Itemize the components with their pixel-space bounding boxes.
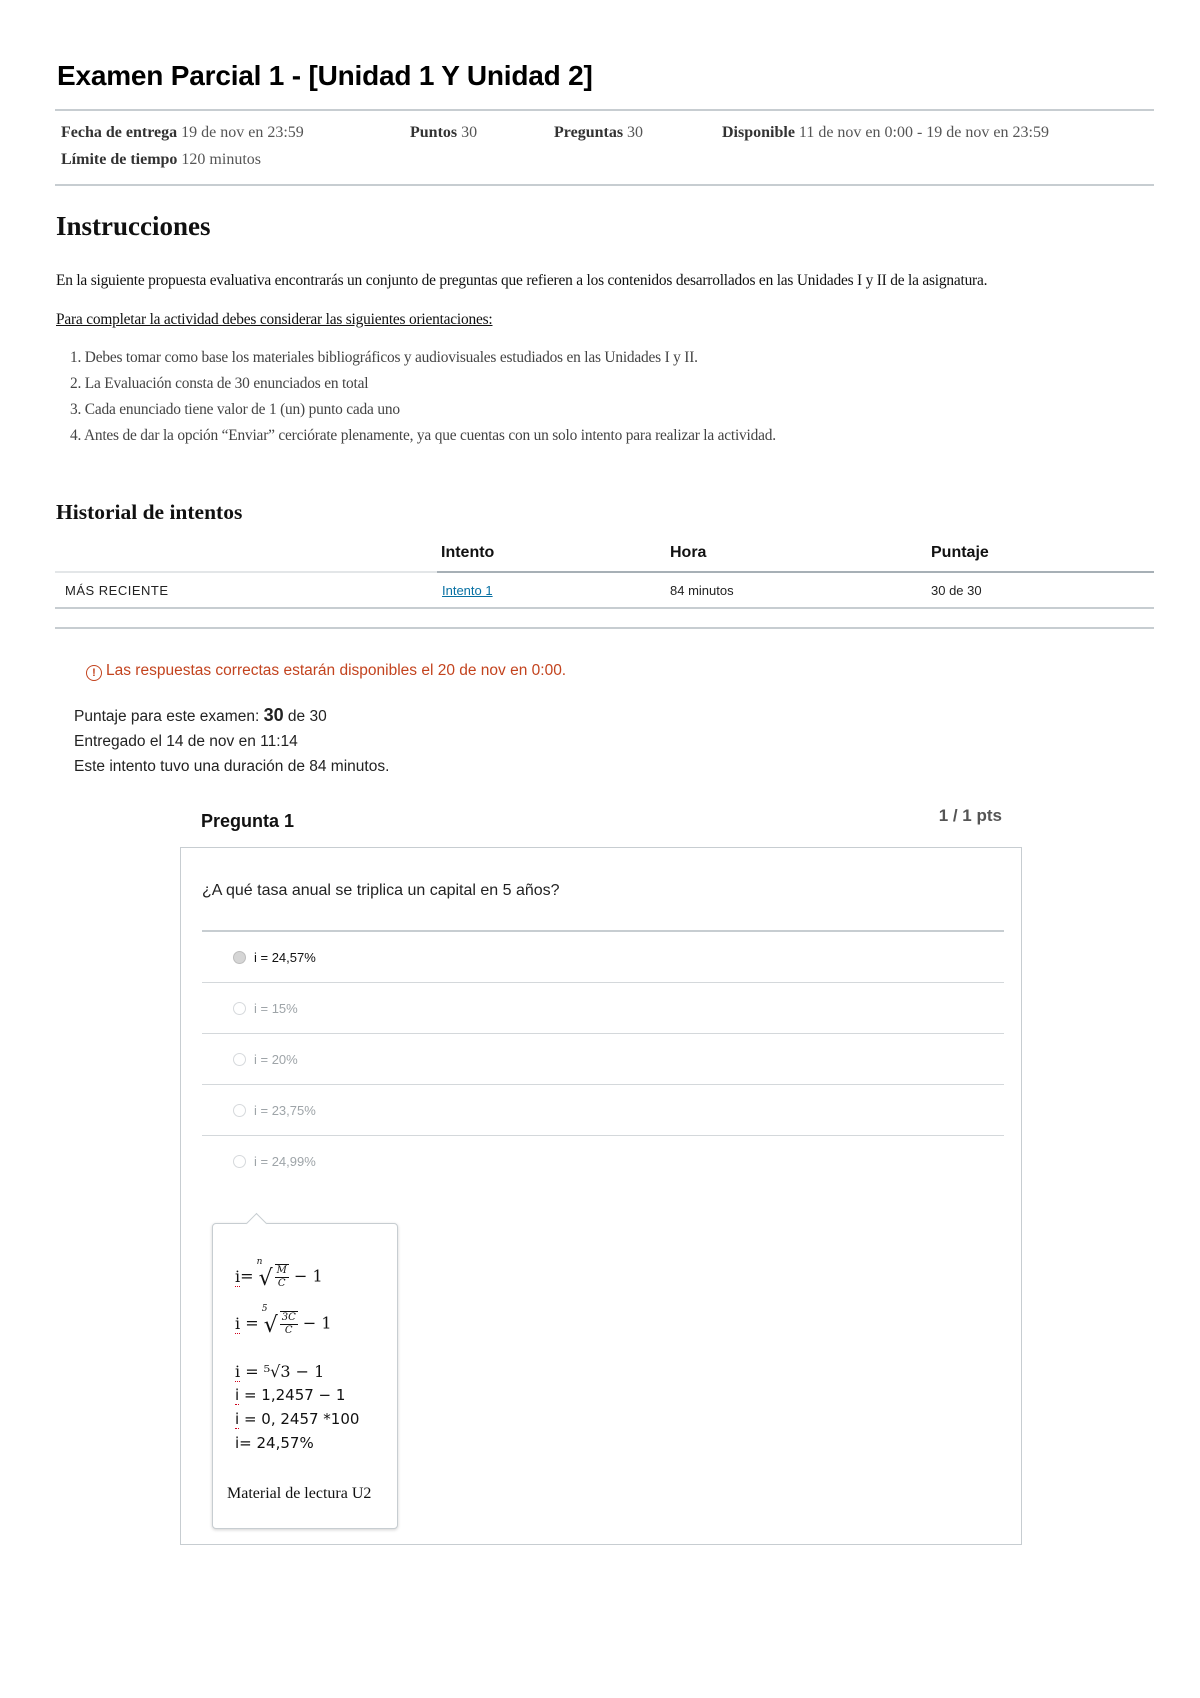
formula-text: = ⁵√3 − 1 — [245, 1362, 325, 1381]
exam-title: Examen Parcial 1 - [Unidad 1 Y Unidad 2] — [57, 60, 593, 91]
column-header-score: Puntaje — [931, 544, 989, 561]
instruction-item: 2. La Evaluación consta de 30 enunciados en total — [70, 375, 369, 392]
availability-value: 11 de nov en 0:00 - 19 de nov en 23:59 — [798, 124, 1049, 141]
formula-line: i = ⁵√3 − 1 — [235, 1362, 325, 1381]
option-divider — [202, 1084, 1004, 1085]
instruction-item: 4. Antes de dar la opción “Enviar” cerciórate plenamente, ya que cuentas con un solo intento para realizar la actividad. — [70, 427, 776, 444]
attempt-duration: Este intento tuvo una duración de 84 minutos. — [74, 758, 390, 775]
root-index: 5 — [261, 1304, 268, 1314]
fraction-denominator: C — [277, 1278, 286, 1289]
attempt-time: 84 minutos — [670, 583, 734, 598]
column-header-attempt: Intento — [441, 544, 495, 561]
points-value: 30 — [461, 124, 478, 141]
instructions-heading: Instrucciones — [56, 211, 211, 241]
fraction — [280, 1311, 298, 1337]
formula-line: i = 0, 2457 *100 — [235, 1410, 360, 1428]
exam-score — [74, 705, 327, 726]
formula-text: = — [240, 1266, 254, 1286]
time-limit-value: 120 minutos — [181, 151, 261, 168]
instructions-subheading: Para completar la actividad debes considerar las siguientes orientaciones: — [56, 311, 493, 328]
due-date-label: Fecha de entrega — [61, 124, 178, 141]
attempt-score: 30 de 30 — [931, 583, 982, 598]
instructions-list — [70, 345, 776, 449]
score-suffix: de 30 — [287, 708, 327, 725]
radio-icon[interactable] — [233, 1155, 246, 1168]
formula-line: i= 24,57% — [235, 1434, 314, 1452]
option-divider — [202, 982, 1004, 983]
radio-selected-icon[interactable] — [233, 951, 246, 964]
formula-line — [235, 1257, 323, 1291]
root-index: n — [256, 1257, 263, 1267]
table-bottom-divider — [55, 607, 1154, 609]
divider — [55, 627, 1154, 629]
formula-line — [235, 1304, 332, 1338]
points-label: Puntos — [410, 124, 458, 141]
answer-option-label: i = 15% — [254, 1001, 298, 1016]
column-header-time: Hora — [670, 544, 707, 561]
availability-label: Disponible — [722, 124, 795, 141]
attempt-link[interactable] — [442, 583, 493, 598]
feedback-caption: Material de lectura U2 — [227, 1485, 372, 1502]
bubble-arrow — [246, 1213, 267, 1234]
root-expression: n √ $\frac{M}{C}$ — [256, 1257, 287, 1291]
answer-option-label: i = 24,57% — [254, 950, 316, 965]
questions-value: 30 — [627, 124, 644, 141]
alert-circle-icon: ! — [86, 665, 102, 681]
instruction-item: 1. Debes tomar como base los materiales bibliográficos y audiovisuales estudiados en las Unidades I y II. — [70, 349, 698, 366]
table-header-divider — [437, 571, 1154, 573]
option-divider — [202, 930, 1004, 932]
answer-option-label: i = 23,75% — [254, 1103, 316, 1118]
formula-text: = 0, 2457 *100 — [243, 1410, 360, 1428]
availability — [722, 124, 1049, 142]
root-expression: 5 √ $\frac{3C}{C}$ — [261, 1304, 296, 1338]
time-limit — [61, 151, 261, 169]
question-title: Pregunta 1 — [201, 811, 295, 831]
formula-text: = 1,2457 − 1 — [243, 1386, 346, 1404]
answer-option-label: i = 20% — [254, 1052, 298, 1067]
question-text: ¿A qué tasa anual se triplica un capital en 5 años? — [202, 882, 560, 899]
points — [410, 124, 477, 142]
questions-label: Preguntas — [554, 124, 624, 141]
instructions-paragraph: En la siguiente propuesta evaluativa encontrarás un conjunto de preguntas que refieren a los contenidos desarrollados en las Unidades I y II de la asignatura. — [56, 272, 988, 289]
radio-icon[interactable] — [233, 1053, 246, 1066]
option-divider — [202, 1033, 1004, 1034]
formula-text: − 1 — [293, 1266, 323, 1286]
answer-feedback-bubble — [212, 1223, 398, 1529]
answer-option-label: i = 24,99% — [254, 1154, 316, 1169]
formula-text: = — [245, 1313, 259, 1333]
score-prefix: Puntaje para este examen: — [74, 708, 260, 725]
questions — [554, 124, 643, 142]
divider — [55, 184, 1154, 186]
fraction-numerator: 3C — [281, 1312, 296, 1323]
fraction — [275, 1264, 289, 1290]
radio-icon[interactable] — [233, 1002, 246, 1015]
option-divider — [202, 1135, 1004, 1136]
fraction-denominator: C — [284, 1325, 293, 1336]
formula-text: − 1 — [302, 1313, 332, 1333]
score-value: 30 — [263, 705, 284, 725]
formula-line: i = 1,2457 − 1 — [235, 1386, 346, 1404]
attempt-row-label: MÁS RECIENTE — [65, 583, 169, 598]
submitted-date: Entregado el 14 de nov en 11:14 — [74, 733, 298, 750]
instruction-item: 3. Cada enunciado tiene valor de 1 (un) punto cada uno — [70, 401, 400, 418]
radio-icon[interactable] — [233, 1104, 246, 1117]
time-limit-label: Límite de tiempo — [61, 151, 178, 168]
attempt-history-heading: Historial de intentos — [56, 500, 243, 524]
due-date — [61, 124, 304, 142]
question-card — [180, 847, 1022, 1545]
fraction-numerator: M — [276, 1265, 287, 1276]
formula-text: i — [235, 1313, 241, 1333]
table-header-divider — [55, 571, 437, 573]
question-points: 1 / 1 pts — [938, 806, 1002, 825]
notice-text: Las respuestas correctas estarán disponibles el 20 de nov en 0:00. — [106, 662, 567, 679]
divider — [55, 109, 1154, 111]
attempt-link-text[interactable]: Intento 1 — [442, 583, 493, 598]
due-date-value: 19 de nov en 23:59 — [181, 124, 304, 141]
answers-availability-notice — [86, 662, 566, 681]
formula-text: i — [235, 1266, 241, 1286]
